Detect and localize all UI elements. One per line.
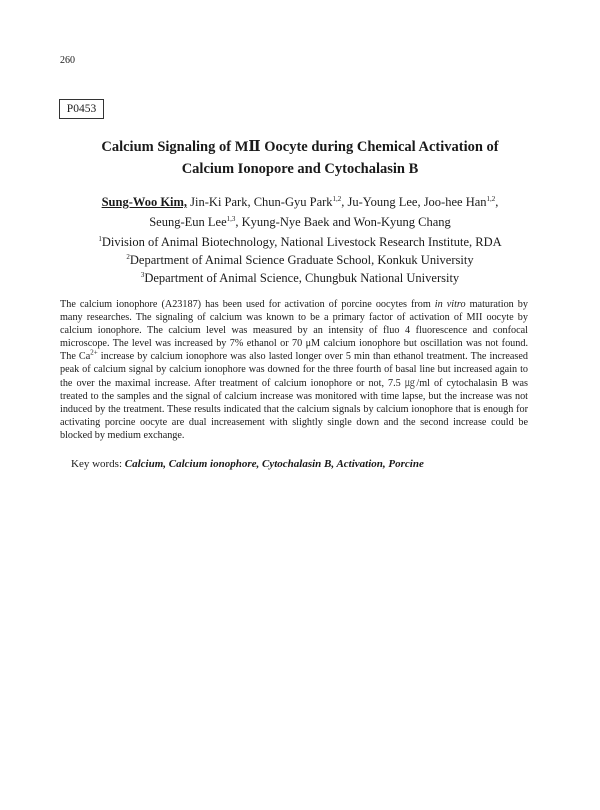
author-superscript: 1,2 [332, 194, 342, 203]
abstract-text: increase by calcium ionophore was also lasted longer over 5 min than ethanol treatment. The increased peak of calcium signal by calcium ionophore was downed for the three fourth of basal line but increased again to the over the maximal increase. After treatment of calcium ionophore or not, 7.5 ㎍/ml of cytochalasin B was treated to the samples and the signal of calcium increase was monitored with time lapse, but the increase was not induced by the treatment. These results indicated that the calcium signals by calcium ionophore that is enough for activating porcine oocyte are dual increasement with slightly single down and the second increase could be blocked by medium exchange. [60, 351, 528, 441]
page-number: 260 [60, 55, 75, 66]
author-text: , [495, 195, 499, 209]
affiliation-superscript: 2 [126, 252, 130, 261]
affiliation-superscript: 1 [98, 234, 102, 243]
paper-title [60, 136, 540, 180]
title-line-1: Calcium Signaling of MⅡ Oocyte during Chemical Activation of [101, 139, 499, 155]
author-superscript: 1,3 [226, 214, 236, 223]
affiliation-text: Department of Animal Science Graduate School, Konkuk University [129, 253, 474, 267]
abstract-text: maturation by many researches. The signaling of calcium was known to be a primary factor of activation of MII oocyte by calcium ionophore. The calcium level was measured by an intensity of fluo 4 fluorescence and confocal microscope. The level was increased by 7% ethanol or 70 μM calcium ionophore but oscillation was not found. The Ca [60, 299, 528, 363]
presenting-author: Sung-Woo Kim, [101, 195, 188, 209]
author-text: Jin-Ki Park, Chun-Gyu Park [187, 195, 333, 209]
abstract-text: The calcium ionophore (A23187) has been used for activation of porcine oocytes from [60, 299, 435, 310]
author-text: , Kyung-Nye Baek and Won-Kyung Chang [235, 215, 451, 229]
author-text: Seung-Eun Lee [149, 215, 227, 229]
affiliation-text: Department of Animal Science, Chungbuk National University [144, 271, 460, 285]
affiliation-3 [60, 269, 540, 287]
abstract-superscript: 2+ [90, 348, 98, 357]
title-line-2: Calcium Ionopore and Cytochalasin B [181, 161, 419, 177]
affiliation-list [60, 233, 540, 287]
affiliation-superscript: 3 [140, 270, 145, 279]
author-text: , Ju-Young Lee, Joo-hee Han [341, 195, 487, 209]
affiliation-2 [60, 251, 540, 269]
affiliation-text: Division of Animal Biotechnology, National Livestock Research Institute, RDA [101, 235, 502, 249]
author-superscript: 1,2 [486, 194, 496, 203]
abstract-italic: in vitro [434, 299, 466, 310]
abstract-id-box: P0453 [59, 99, 104, 119]
affiliation-1 [60, 233, 540, 251]
keywords-line [71, 458, 541, 470]
abstract-body [60, 298, 528, 442]
keywords-values: Calcium, Calcium ionophore, Cytochalasin B, Activation, Porcine [124, 458, 424, 470]
author-list [60, 192, 540, 232]
keywords-label: Key words: [71, 458, 125, 470]
